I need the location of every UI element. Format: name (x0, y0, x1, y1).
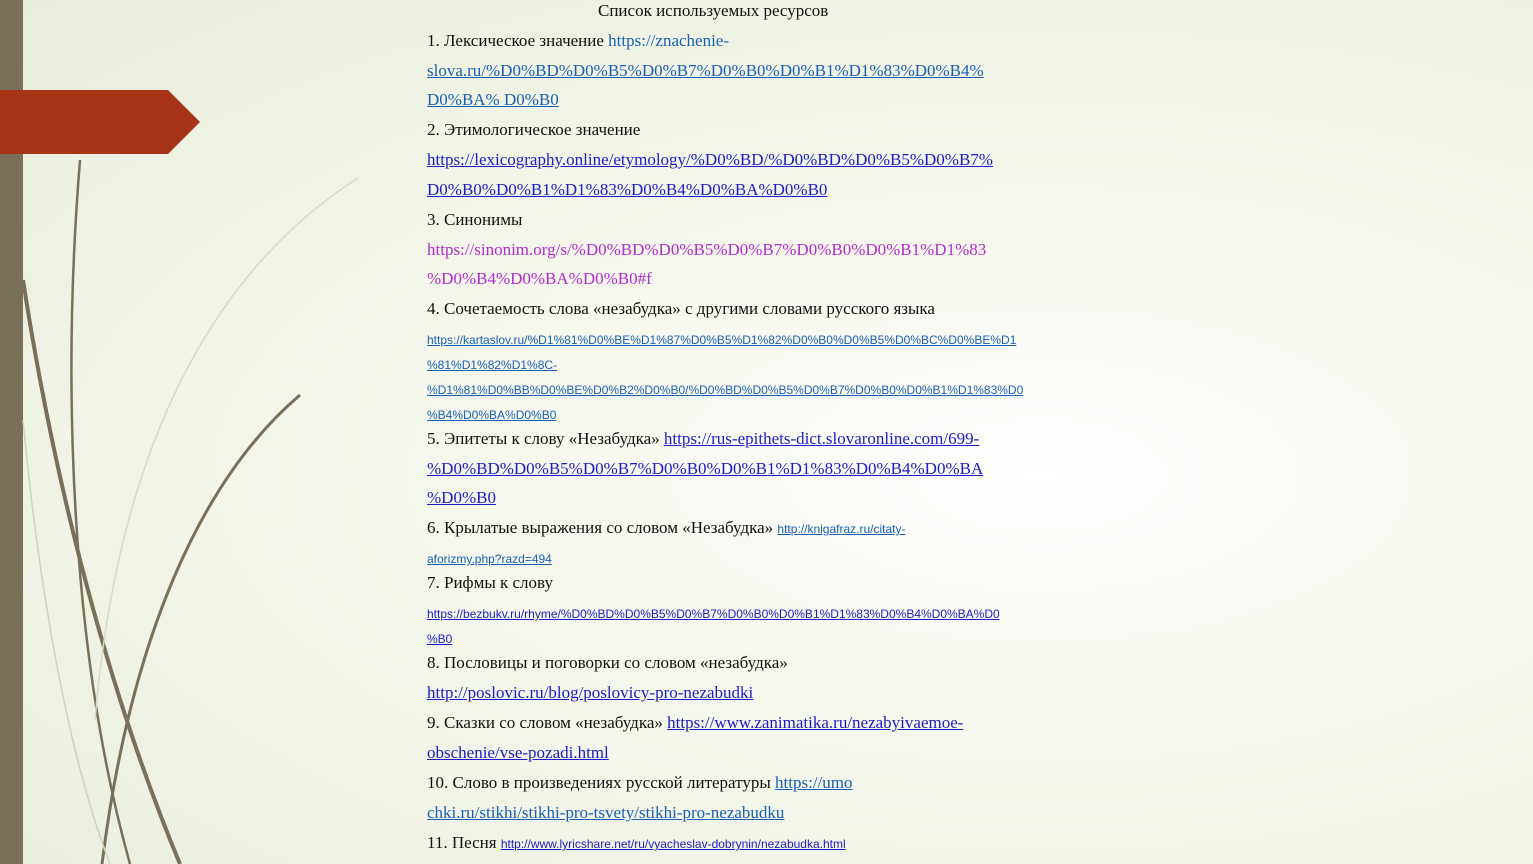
resource-link[interactable]: https://sinonim.org/s/%D0%BD%D0%B5%D0%B7%D0%B0%D0%B1%D1%83 (427, 240, 987, 259)
resource-link[interactable]: %D0%B4%D0%BA%D0%B0#f (427, 269, 652, 288)
list-item (427, 31, 729, 51)
resource-link[interactable]: http://poslovic.ru/blog/poslovicy-pro-nezabudki (427, 683, 754, 702)
item-label: 7. Рифмы к слову (427, 573, 553, 592)
resource-link[interactable]: aforizmy.php?razd=494 (427, 552, 552, 566)
item-label: 3. Синонимы (427, 210, 523, 229)
list-item (427, 518, 905, 538)
resource-link[interactable]: %81%D1%82%D1%8C- (427, 358, 558, 372)
list-item (427, 713, 963, 733)
item-label: 5. Эпитеты к слову «Незабудка» (427, 429, 664, 448)
item-label: 9. Сказки со словом «незабудка» (427, 713, 668, 732)
resource-link[interactable]: https://znachenie- (608, 31, 730, 50)
list-item (427, 120, 640, 140)
grass-decoration (0, 0, 400, 864)
list-item (427, 573, 553, 593)
list-item (427, 833, 846, 853)
resource-link[interactable]: %D0%BD%D0%B5%D0%B7%D0%B0%D0%B1%D1%83%D0%B4%D0%BA (427, 459, 984, 478)
item-label: 1. Лексическое значение (427, 31, 609, 50)
resource-link[interactable]: %D0%B0 (427, 488, 496, 507)
resource-link[interactable]: chki.ru/stikhi/stikhi-pro-tsvety/stikhi-pro-nezabudku (427, 803, 785, 822)
resource-link[interactable]: http://www.lyricshare.net/ru/vyacheslav-dobrynin/nezabudka.html (500, 837, 846, 851)
resource-link[interactable]: %B0 (427, 632, 453, 646)
resource-link[interactable]: https://lexicography.online/etymology/%D0%BD/%D0%BD%D0%B5%D0%B7% (427, 150, 993, 169)
list-item (427, 429, 979, 449)
resource-link[interactable]: %D1%81%D0%BB%D0%BE%D0%B2%D0%B0/%D0%BD%D0%B5%D0%B7%D0%B0%D0%B1%D1%83%D0 (427, 383, 1024, 397)
list-item (427, 299, 935, 319)
item-label: 6. Крылатые выражения со словом «Незабудка» (427, 518, 778, 537)
resource-link[interactable]: D0%BA% D0%B0 (427, 90, 559, 109)
resource-link[interactable]: D0%B0%D0%B1%D1%83%D0%B4%D0%BA%D0%B0 (427, 180, 828, 199)
resource-link[interactable]: obschenie/vse-pozadi.html (427, 743, 609, 762)
resource-link[interactable]: http://knigafraz.ru/citaty- (777, 522, 906, 536)
item-label: 4. Сочетаемость слова «незабудка» с другими словами русского языка (427, 299, 935, 318)
resource-link[interactable]: slova.ru/%D0%BD%D0%B5%D0%B7%D0%B0%D0%B1%D1%83%D0%B4% (427, 61, 984, 80)
item-label: 11. Песня (427, 833, 501, 852)
resource-link[interactable]: https://kartaslov.ru/%D1%81%D0%BE%D1%87%D0%B5%D1%82%D0%B0%D0%B5%D0%BC%D0%BE%D1 (427, 333, 1017, 347)
resource-link[interactable]: https://bezbukv.ru/rhyme/%D0%BD%D0%B5%D0%B7%D0%B0%D0%B1%D1%83%D0%B4%D0%BA%D0 (427, 607, 1000, 621)
item-label: 8. Пословицы и поговорки со словом «незабудка» (427, 653, 788, 672)
list-item (427, 773, 853, 793)
resource-link[interactable]: https://www.zanimatika.ru/nezabyivaemoe- (667, 713, 964, 732)
resource-link[interactable]: https://umo (775, 773, 853, 792)
resource-link[interactable]: %B4%D0%BA%D0%B0 (427, 408, 557, 422)
page-title: Список используемых ресурсов (598, 1, 829, 20)
item-label: 10. Слово в произведениях русской литературы (427, 773, 776, 792)
list-item (427, 210, 522, 230)
list-item (427, 653, 788, 673)
item-label: 2. Этимологическое значение (427, 120, 641, 139)
resource-link[interactable]: https://rus-epithets-dict.slovaronline.com/699- (663, 429, 980, 448)
